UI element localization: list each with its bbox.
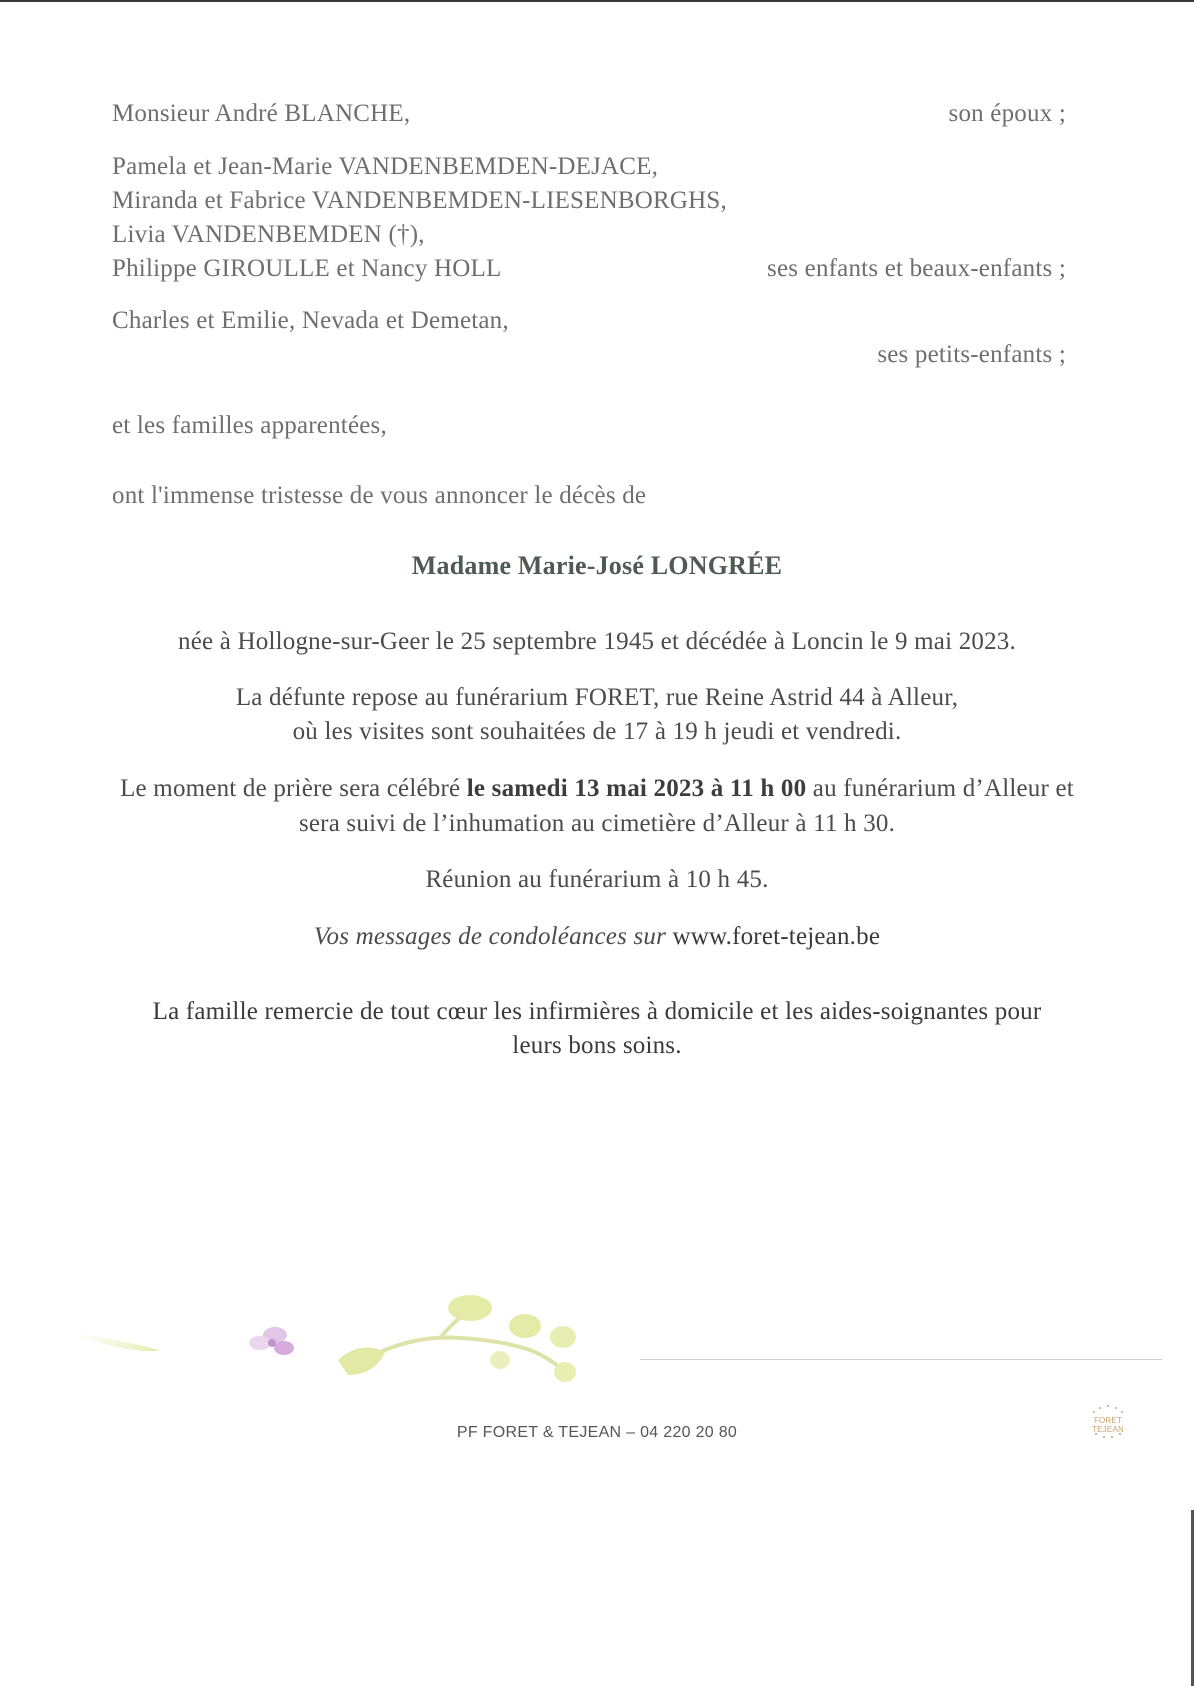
thanks-line-1: La famille remercie de tout cœur les infirmières à domicile et les aides-soignantes pour bbox=[152, 998, 1042, 1025]
prayer-line-1 bbox=[0, 775, 1194, 803]
children-role: ses enfants et beaux-enfants ; bbox=[767, 255, 1066, 282]
funeral-home-logo bbox=[1078, 1400, 1138, 1444]
condolences-label: Vos messages de condoléances sur bbox=[313, 923, 667, 950]
meeting-line: Réunion au funérarium à 10 h 45. bbox=[425, 866, 769, 893]
child-line-1: Pamela et Jean-Marie VANDENBEMDEN-DEJACE, bbox=[112, 153, 659, 180]
bud-shape-1 bbox=[448, 1295, 492, 1321]
spouse-role: son époux ; bbox=[948, 100, 1066, 127]
prayer-line-2: sera suivi de l’inhumation au cimetière d’Alleur à 11 h 30. bbox=[298, 810, 896, 837]
child-line-4: Philippe GIROULLE et Nancy HOLL bbox=[112, 255, 502, 282]
announcement-intro: ont l'immense tristesse de vous annoncer le décès de bbox=[112, 482, 647, 509]
prayer-post: au funérarium d’Alleur et bbox=[806, 775, 1074, 802]
grandchildren-names: Charles et Emilie, Nevada et Demetan, bbox=[112, 307, 509, 334]
prayer-date: le samedi 13 mai 2023 à 11 h 00 bbox=[466, 775, 807, 802]
bud-shape-3 bbox=[550, 1326, 576, 1348]
child-line-2: Miranda et Fabrice VANDENBEMDEN-LIESENBORGHS, bbox=[112, 187, 727, 214]
repose-line-2: où les visites sont souhaitées de 17 à 19 h jeudi et vendredi. bbox=[292, 718, 902, 745]
fallen-petal-shape bbox=[70, 1332, 160, 1351]
condolences-line bbox=[0, 923, 1194, 951]
top-scan-border bbox=[0, 0, 1194, 2]
relatives-line: et les familles apparentées, bbox=[112, 412, 387, 439]
orchid-branch-icon bbox=[60, 1280, 590, 1395]
grandchildren-role: ses petits-enfants ; bbox=[877, 341, 1066, 368]
condolences-website: www.foret-tejean.be bbox=[666, 923, 881, 950]
footer-divider bbox=[640, 1359, 1162, 1360]
spouse-name: Monsieur André BLANCHE, bbox=[112, 100, 411, 127]
bud-shape-4 bbox=[554, 1362, 576, 1382]
funeral-home-contact: PF FORET & TEJEAN – 04 220 20 80 bbox=[456, 1424, 738, 1441]
thanks-line-2: leurs bons soins. bbox=[512, 1032, 682, 1059]
orchid-flower-shape bbox=[249, 1327, 294, 1355]
logo-text: FORET TEJEAN bbox=[1092, 1416, 1124, 1434]
bud-shape-6 bbox=[338, 1348, 385, 1376]
deceased-name: Madame Marie-José LONGRÉE bbox=[411, 551, 783, 580]
bud-shape-5 bbox=[490, 1351, 510, 1369]
birth-death-line: née à Hollogne-sur-Geer le 25 septembre 1945 et décédée à Loncin le 9 mai 2023. bbox=[178, 628, 1016, 655]
bud-shape-2 bbox=[509, 1314, 541, 1338]
child-line-3: Livia VANDENBEMDEN (†), bbox=[112, 221, 425, 248]
repose-line-1: La défunte repose au funérarium FORET, rue Reine Astrid 44 à Alleur, bbox=[235, 684, 959, 711]
stem-shape bbox=[380, 1338, 565, 1372]
prayer-pre: Le moment de prière sera célébré bbox=[120, 775, 467, 802]
